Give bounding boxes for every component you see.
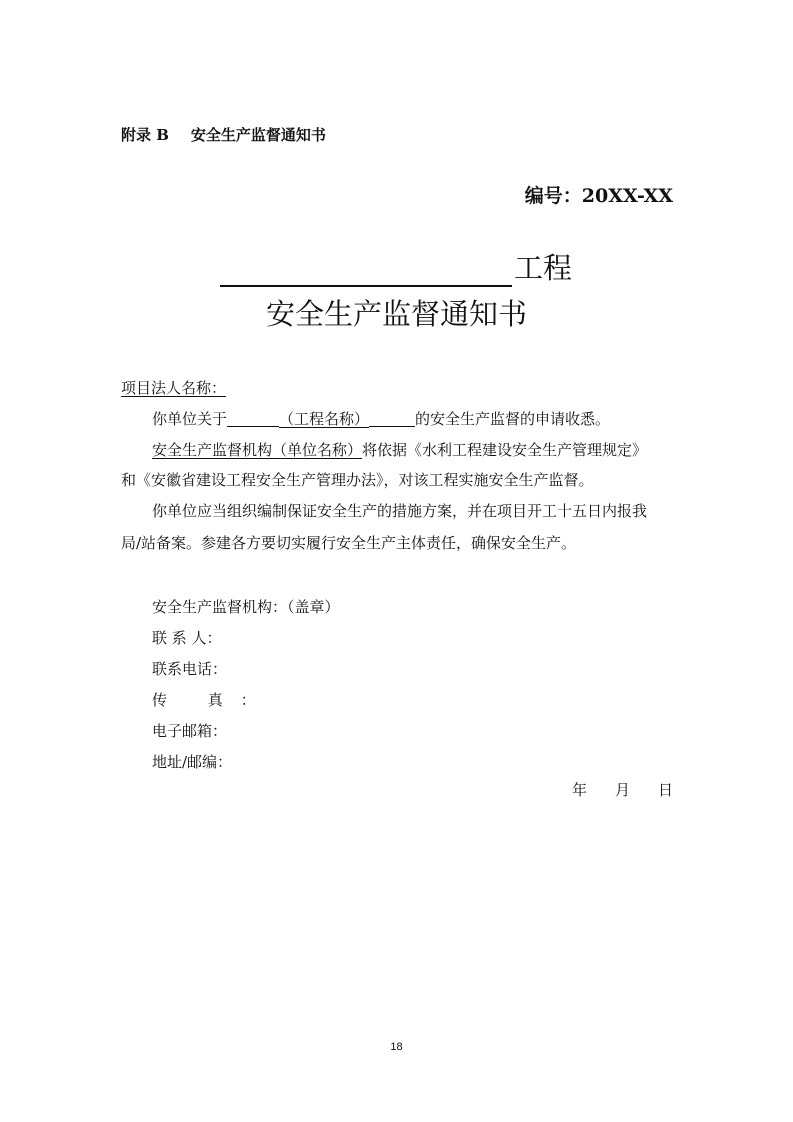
- signature-fax: 传 真：: [152, 691, 274, 709]
- signature-address: 地址/邮编：: [152, 753, 233, 771]
- signature-phone: 联系电话：: [152, 660, 228, 678]
- signature-email: 电子邮箱：: [152, 722, 228, 740]
- document-number: 编号：20XX-XX: [524, 185, 673, 207]
- p1-pre: 你单位关于: [152, 410, 228, 428]
- project-name-field: （工程名称）: [279, 410, 370, 428]
- appendix-title: 安全生产监督通知书: [190, 126, 326, 144]
- p1-post: 的安全生产监督的申请收悉。: [415, 410, 611, 428]
- addressee-line: [121, 377, 226, 398]
- page-number: 18: [390, 1041, 403, 1053]
- date-month: 月: [614, 781, 630, 799]
- signature-contact: 联 系 人：: [152, 629, 222, 647]
- title-suffix: 工程: [514, 251, 573, 285]
- paragraph-2-line-1: [152, 439, 647, 460]
- paragraph-3-line-2: 局/站备案。参建各方要切实履行安全生产主体责任，确保安全生产。: [121, 534, 577, 552]
- title-line-1: [220, 246, 572, 287]
- paragraph-3-line-1: 你单位应当组织编制保证安全生产的措施方案，并在项目开工十五日内报我: [152, 502, 648, 520]
- addressee: 项目法人名称：: [121, 379, 227, 397]
- title-line-2: 安全生产监督通知书: [265, 297, 527, 331]
- paragraph-2-line-2: 和《安徽省建设工程安全生产管理办法》，对该工程实施安全生产监督。: [121, 471, 594, 489]
- appendix-heading: [121, 124, 326, 145]
- date-day: 日: [657, 781, 673, 799]
- signature-agency: 安全生产监督机构：（盖章）: [152, 598, 340, 616]
- agency-name-field: 安全生产监督机构（单位名称）: [152, 441, 363, 459]
- p2-rest: 将依据《水利工程建设安全生产管理规定》: [362, 441, 648, 459]
- project-name-blank: [220, 253, 512, 287]
- appendix-label: 附录 B: [121, 126, 169, 144]
- date-line: [572, 779, 673, 800]
- date-year: 年: [571, 781, 587, 799]
- paragraph-1: [152, 408, 610, 429]
